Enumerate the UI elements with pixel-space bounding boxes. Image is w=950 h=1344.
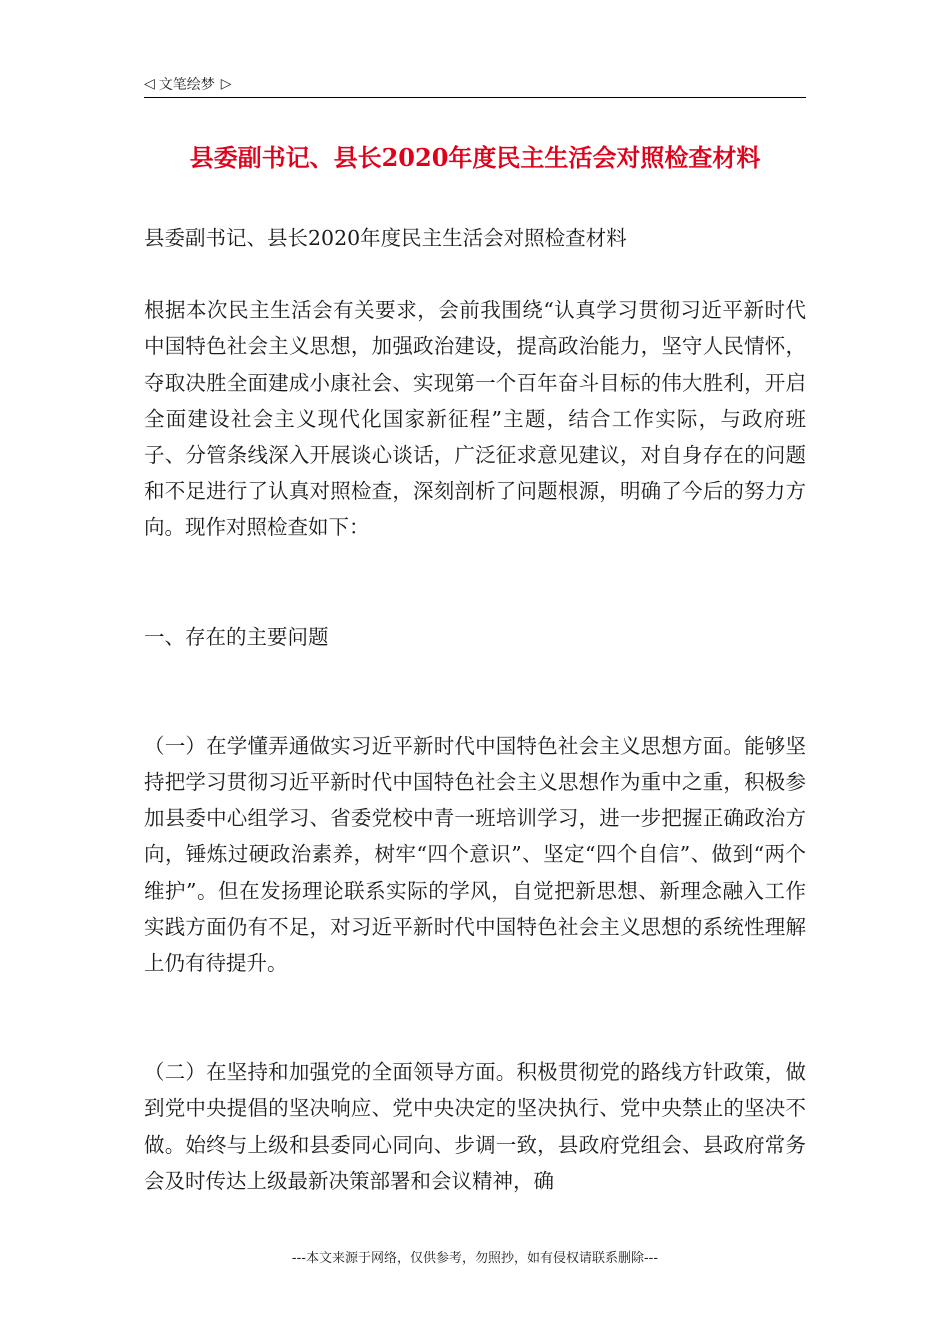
subtitle-line: 县委副书记、县长2020年度民主生活会对照检查材料 bbox=[144, 226, 627, 250]
document-body bbox=[144, 220, 806, 1199]
page-header bbox=[144, 72, 806, 96]
header-brand: 文笔绘梦 bbox=[158, 77, 215, 93]
triangle-left-icon: ◁ bbox=[144, 76, 155, 92]
paragraph-1: （一）在学懂弄通做实习近平新时代中国特色社会主义思想方面。能够坚持把学习贯彻习近平新时代中国特色社会主义思想作为重中之重，积极参加县委中心组学习、省委党校中青一班培训学习，进一步把握正确政治方向，锤炼过硬政治素养，树牢“四个意识”、坚定“四个自信”、做到“两个维护”。但在发扬理论联系实际的学风，自觉把新思想、新理念融入工作实践方面仍有不足，对习近平新时代中国特色社会主义思想的系统性理解上仍有待提升。 bbox=[144, 733, 806, 976]
header-divider bbox=[144, 97, 806, 98]
document-title: 县委副书记、县长2020年度民主生活会对照检查材料 bbox=[189, 143, 761, 172]
intro-paragraph: 根据本次民主生活会有关要求，会前我围绕“认真学习贯彻习近平新时代中国特色社会主义思想，加强政治建设，提高政治能力，坚守人民情怀，夺取决胜全面建成小康社会、实现第一个百年奋斗目标的伟大胜利，开启全面建设社会主义现代化国家新征程”主题，结合工作实际，与政府班子、分管条线深入开展谈心谈话，广泛征求意见建议，对自身存在的问题和不足进行了认真对照检查，深刻剖析了问题根源，明确了今后的努力方向。现作对照检查如下： bbox=[144, 298, 806, 540]
page-footer: ---本文来源于网络，仅供参考，勿照抄，如有侵权请联系删除--- bbox=[291, 1251, 659, 1266]
paragraph-2: （二）在坚持和加强党的全面领导方面。积极贯彻党的路线方针政策，做到党中央提倡的坚决响应、党中央决定的坚决执行、党中央禁止的坚决不做。始终与上级和县委同心同向、步调一致，县政府党组会、县政府常务会及时传达上级最新决策部署和会议精神，确 bbox=[144, 1060, 806, 1193]
triangle-right-icon: ▷ bbox=[220, 76, 232, 92]
section-heading: 一、存在的主要问题 bbox=[144, 624, 329, 649]
